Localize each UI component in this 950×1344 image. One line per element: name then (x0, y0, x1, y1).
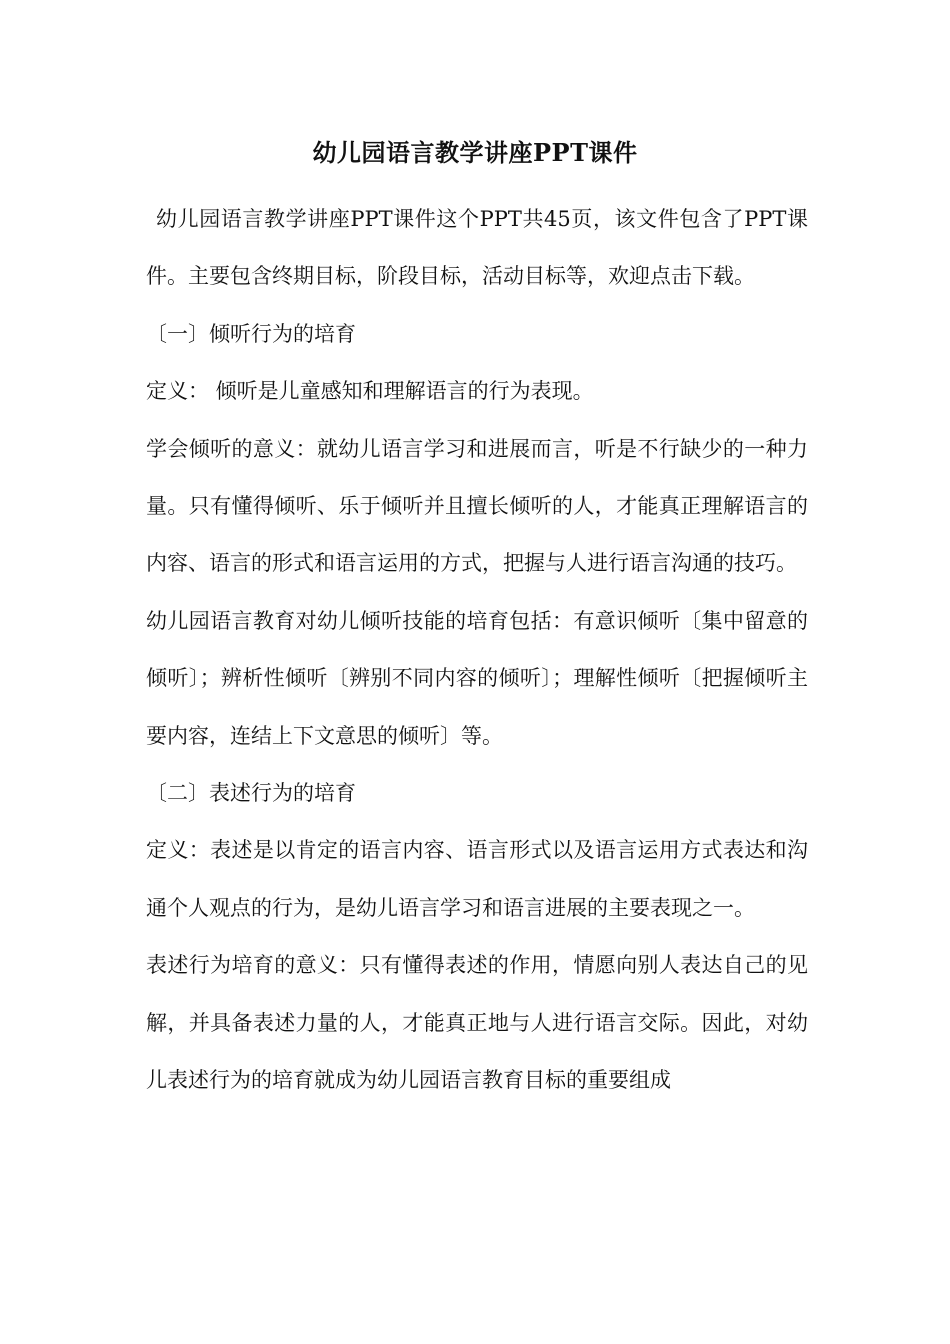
listening-significance: 学会倾听的意义：就幼儿语言学习和进展而言，听是不行缺少的一种力量。只有懂得倾听、乐于倾听并且擅长倾听的人，才能真正理解语言的内容、语言的形式和语言运用的方式，把握与人进行语言沟通的技巧。 (146, 436, 808, 576)
expression-definition: 定义：表述是以肯定的语言内容、语言形式以及语言运用方式表达和沟通个人观点的行为，是幼儿语言学习和语言进展的主要表现之一。 (146, 838, 808, 920)
expression-significance: 表述行为培育的意义：只有懂得表述的作用，情愿向别人表达自己的见解，并具备表述力量的人，才能真正地与人进行语言交际。因此，对幼儿表述行为的培育就成为幼儿园语言教育目标的重要组成 (146, 953, 808, 1093)
document-title: 幼儿园语言教学讲座PPT课件 (312, 138, 638, 167)
listening-skills: 幼儿园语言教育对幼儿倾听技能的培育包括：有意识倾听〔集中留意的倾听〕；辨析性倾听〔辨别不同内容的倾听〕；理解性倾听〔把握倾听主要内容，连结上下文意思的倾听〕等。 (146, 608, 808, 748)
section-heading-listening: 〔一〕倾听行为的培育 (146, 321, 356, 346)
intro-paragraph: 幼儿园语言教学讲座PPT课件这个PPT共45页，该文件包含了PPT课件。主要包含终期目标，阶段目标，活动目标等，欢迎点击下载。 (146, 207, 808, 289)
document-body (146, 191, 808, 1110)
listening-definition: 定义： 倾听是儿童感知和理解语言的行为表现。 (146, 379, 594, 404)
section-heading-expression: 〔二〕表述行为的培育 (146, 781, 356, 806)
